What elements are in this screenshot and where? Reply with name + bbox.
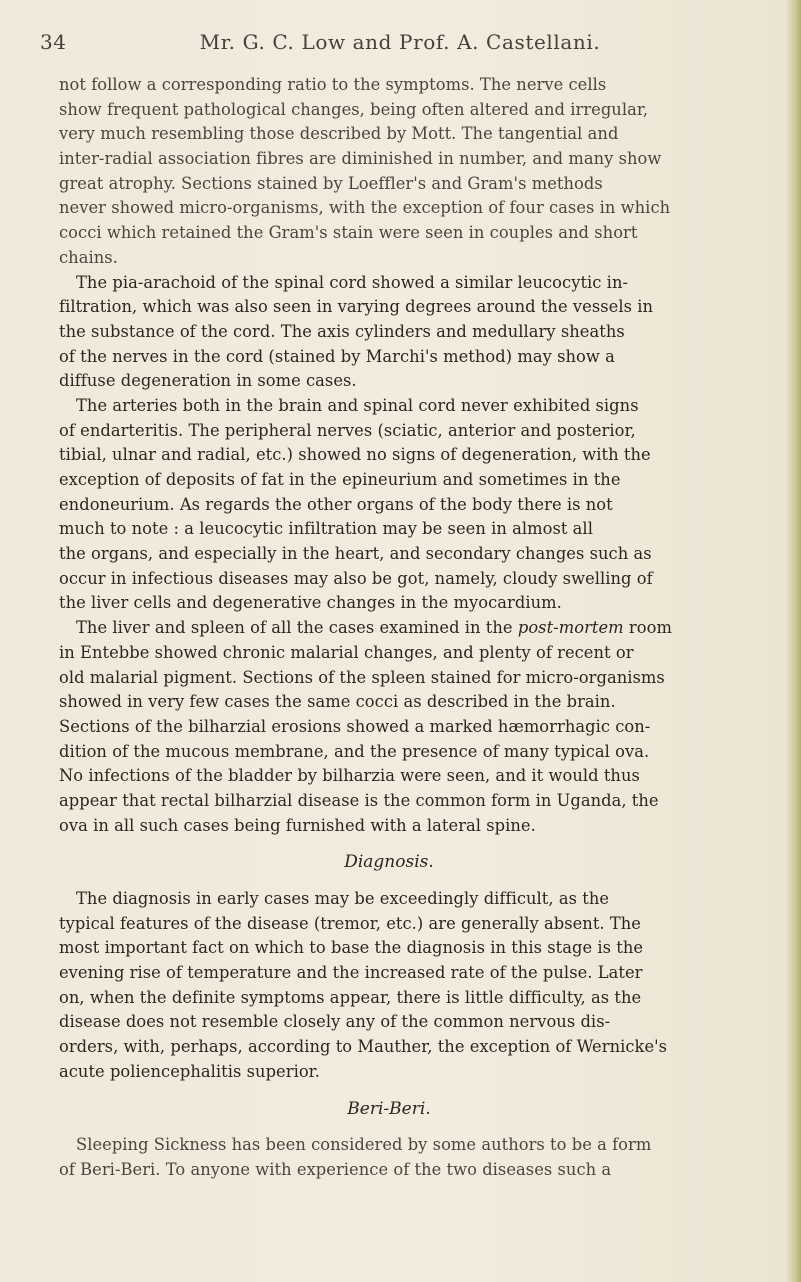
text-line: disease does not resemble closely any of the common nervous dis- [59, 1012, 611, 1032]
text-line: of Beri-Beri. To anyone with experience of the two diseases such a [59, 1159, 612, 1179]
body-text [59, 73, 794, 1183]
text-line: the substance of the cord. The axis cylinders and medullary sheaths [59, 321, 625, 341]
text-line: old malarial pigment. Sections of the spleen stained for micro-organisms [59, 667, 665, 687]
text-line: the liver cells and degenerative changes in the myocardium. [59, 593, 562, 613]
text-line: filtration, which was also seen in varying degrees around the vessels in [59, 297, 653, 317]
paragraph-beri-beri [59, 1133, 794, 1182]
text-line: tibial, ulnar and radial, etc.) showed no signs of degeneration, with the [59, 445, 651, 465]
text-line: exception of deposits of fat in the epineurium and sometimes in the [59, 470, 621, 489]
paragraph-arteries [59, 394, 794, 616]
page-header [40, 30, 760, 56]
text-line: diffuse degeneration in some cases. [59, 371, 357, 391]
italic-term: post-mortem [517, 618, 624, 638]
text-line [59, 616, 794, 641]
text-line: most important fact on which to base the diagnosis in this stage is the [59, 938, 644, 958]
page-number: 34 [40, 30, 67, 54]
text-line: The pia-arachoid of the spinal cord showed a similar leucocytic in- [76, 272, 629, 292]
text-run: room [623, 618, 672, 638]
text-line: appear that rectal bilharzial disease is the common form in Uganda, the [59, 790, 659, 810]
running-head: Mr. G. C. Low and Prof. A. Castellani. [199, 30, 601, 54]
text-line: showed in very few cases the same cocci as described in the brain. [59, 692, 616, 712]
text-line: No infections of the bladder by bilharzia were seen, and it would thus [59, 766, 640, 786]
text-line: dition of the mucous membrane, and the presence of many typical ova. [59, 741, 650, 761]
text-line: not follow a corresponding ratio to the symptoms. The nerve cells [59, 75, 607, 94]
text-line: much to note : a leucocytic infiltration may be seen in almost all [59, 519, 593, 539]
text-line: ova in all such cases being furnished with a lateral spine. [59, 815, 536, 835]
text-line: The diagnosis in early cases may be exceedingly difficult, as the [76, 889, 610, 908]
paragraph-diagnosis [59, 887, 794, 1085]
text-line: inter-radial association fibres are diminished in number, and many show [59, 149, 662, 169]
text-line: typical features of the disease (tremor, etc.) are generally absent. The [59, 913, 641, 933]
text-line: Sections of the bilharzial erosions showed a marked hæmorrhagic con- [59, 716, 651, 736]
text-line: never showed micro-organisms, with the exception of four cases in which [59, 198, 671, 218]
text-line: in Entebbe showed chronic malarial changes, and plenty of recent or [59, 642, 634, 662]
section-heading-beri-beri: Beri-Beri. [347, 1098, 431, 1119]
paragraph-nerve-cells [59, 73, 794, 271]
section-heading-diagnosis: Diagnosis. [344, 852, 434, 873]
text-line: evening rise of temperature and the increased rate of the pulse. Later [59, 963, 643, 983]
text-run: The liver and spleen of all the cases examined in the [76, 618, 518, 638]
text-line: very much resembling those described by Mott. The tangential and [59, 124, 619, 144]
text-line: of endarteritis. The peripheral nerves (sciatic, anterior and posterior, [59, 420, 636, 440]
text-line: occur in infectious diseases may also be got, namely, cloudy swelling of [59, 568, 653, 588]
text-line: orders, with, perhaps, according to Mauther, the exception of Wernicke's [59, 1037, 668, 1057]
text-line: show frequent pathological changes, being often altered and irregular, [59, 99, 649, 119]
text-line: acute poliencephalitis superior. [59, 1061, 320, 1081]
text-line: of the nerves in the cord (stained by Marchi's method) may show a [59, 346, 615, 366]
text-line: the organs, and especially in the heart, and secondary changes such as [59, 544, 652, 564]
text-line: endoneurium. As regards the other organs of the body there is not [59, 494, 613, 514]
text-line: cocci which retained the Gram's stain were seen in couples and short [59, 223, 638, 243]
paragraph-spinal-cord [59, 271, 794, 394]
text-line: Sleeping Sickness has been considered by some authors to be a form [76, 1135, 652, 1155]
text-line: The arteries both in the brain and spinal cord never exhibited signs [76, 395, 639, 415]
text-line: on, when the definite symptoms appear, there is little difficulty, as the [59, 987, 642, 1007]
text-line: great atrophy. Sections stained by Loeffler's and Gram's methods [59, 173, 603, 193]
text-line: chains. [59, 247, 118, 267]
paragraph-liver-spleen [59, 616, 794, 838]
